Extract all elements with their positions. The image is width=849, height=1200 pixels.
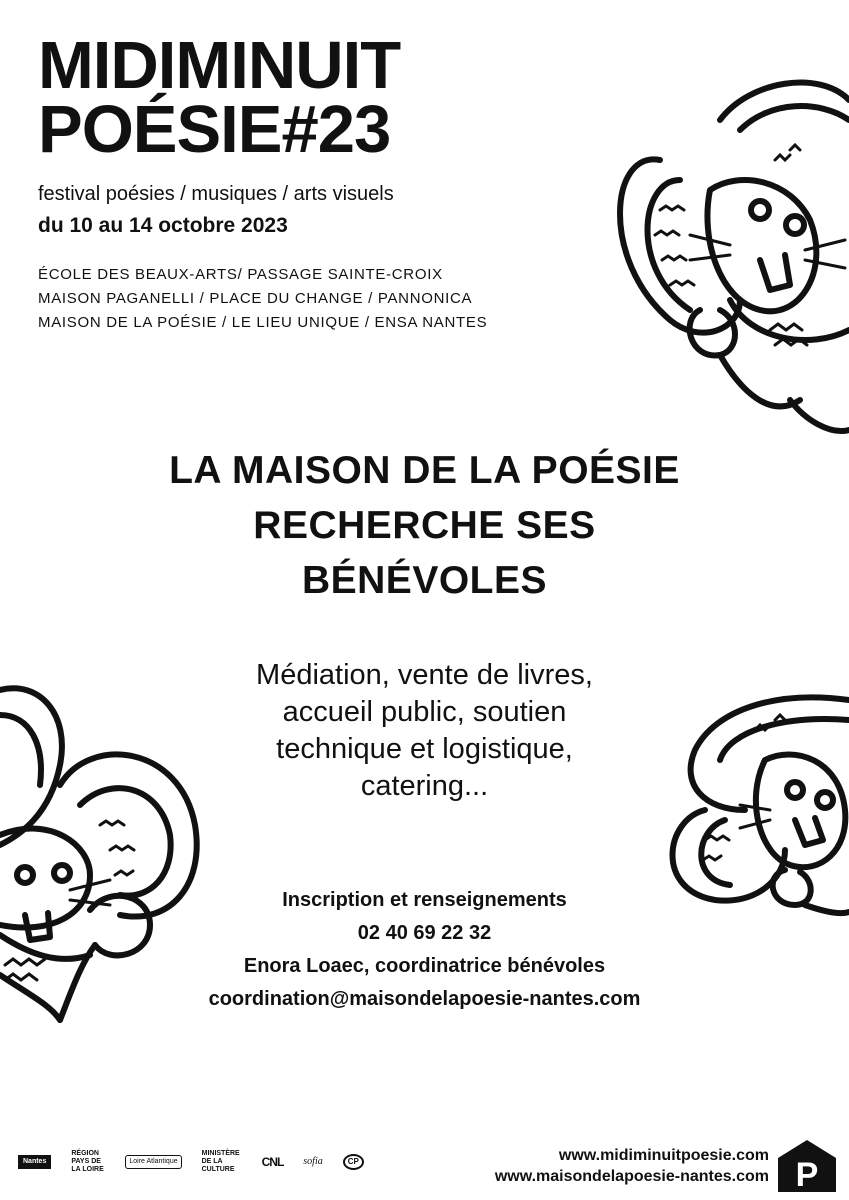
- house-p-logo-icon: [778, 1140, 836, 1192]
- rabbit-illustration-top-right-icon: [590, 60, 849, 440]
- cnl-logo: CNL: [261, 1155, 284, 1169]
- copie-privee-logo: CP: [343, 1154, 364, 1170]
- contact-label: Inscription et renseignements: [282, 889, 567, 911]
- festival-subtitle: festival poésies / musiques / arts visuels: [38, 183, 394, 205]
- venue-line: MAISON DE LA POÉSIE / LE LIEU UNIQUE / ENSA NANTES: [38, 314, 488, 331]
- headline-line: RECHERCHE SES: [253, 504, 596, 547]
- headline: [0, 443, 849, 608]
- sponsor-logos: [18, 1150, 364, 1174]
- venue-list: [38, 263, 487, 335]
- venue-line: MAISON PAGANELLI / PLACE DU CHANGE / PANNONICA: [38, 290, 473, 307]
- contact-phone[interactable]: 02 40 69 22 32: [357, 922, 492, 944]
- headline-line: BÉNÉVOLES: [301, 559, 548, 602]
- midiminuit-url[interactable]: www.midiminuitpoesie.com: [558, 1147, 769, 1164]
- festival-title-line2: POÉSIE#23: [38, 92, 391, 167]
- maison-poesie-url[interactable]: www.maisondelapoesie-nantes.com: [494, 1168, 769, 1185]
- region-pays-de-la-loire-logo: RÉGION PAYS DE LA LOIRE: [71, 1150, 104, 1173]
- nantes-logo: Nantes: [18, 1155, 51, 1169]
- task-line: accueil public, soutien: [282, 696, 567, 728]
- website-links: [495, 1145, 769, 1187]
- task-line: catering...: [360, 770, 489, 802]
- ministere-culture-logo: MINISTÈRE DE LA CULTURE: [201, 1150, 240, 1173]
- festival-dates: du 10 au 14 octobre 2023: [38, 214, 288, 237]
- festival-title-line1: MIDIMINUIT: [38, 28, 401, 103]
- contact-block: [0, 884, 849, 1016]
- loire-atlantique-logo: Loire Atlantique: [125, 1155, 181, 1169]
- contact-person: Enora Loaec, coordinatrice bénévoles: [243, 955, 606, 977]
- contact-email[interactable]: coordination@maisondelapoesie-nantes.com: [208, 988, 641, 1010]
- sofia-logo: sofia: [303, 1156, 323, 1167]
- house-logo-letter: P: [795, 1156, 819, 1192]
- headline-line: LA MAISON DE LA POÉSIE: [169, 449, 680, 492]
- task-line: technique et logistique,: [276, 733, 573, 765]
- venue-line: ÉCOLE DES BEAUX-ARTS/ PASSAGE SAINTE-CROIX: [38, 266, 443, 283]
- volunteer-tasks: [0, 657, 849, 805]
- festival-title: [38, 28, 401, 167]
- task-line: Médiation, vente de livres,: [256, 659, 593, 691]
